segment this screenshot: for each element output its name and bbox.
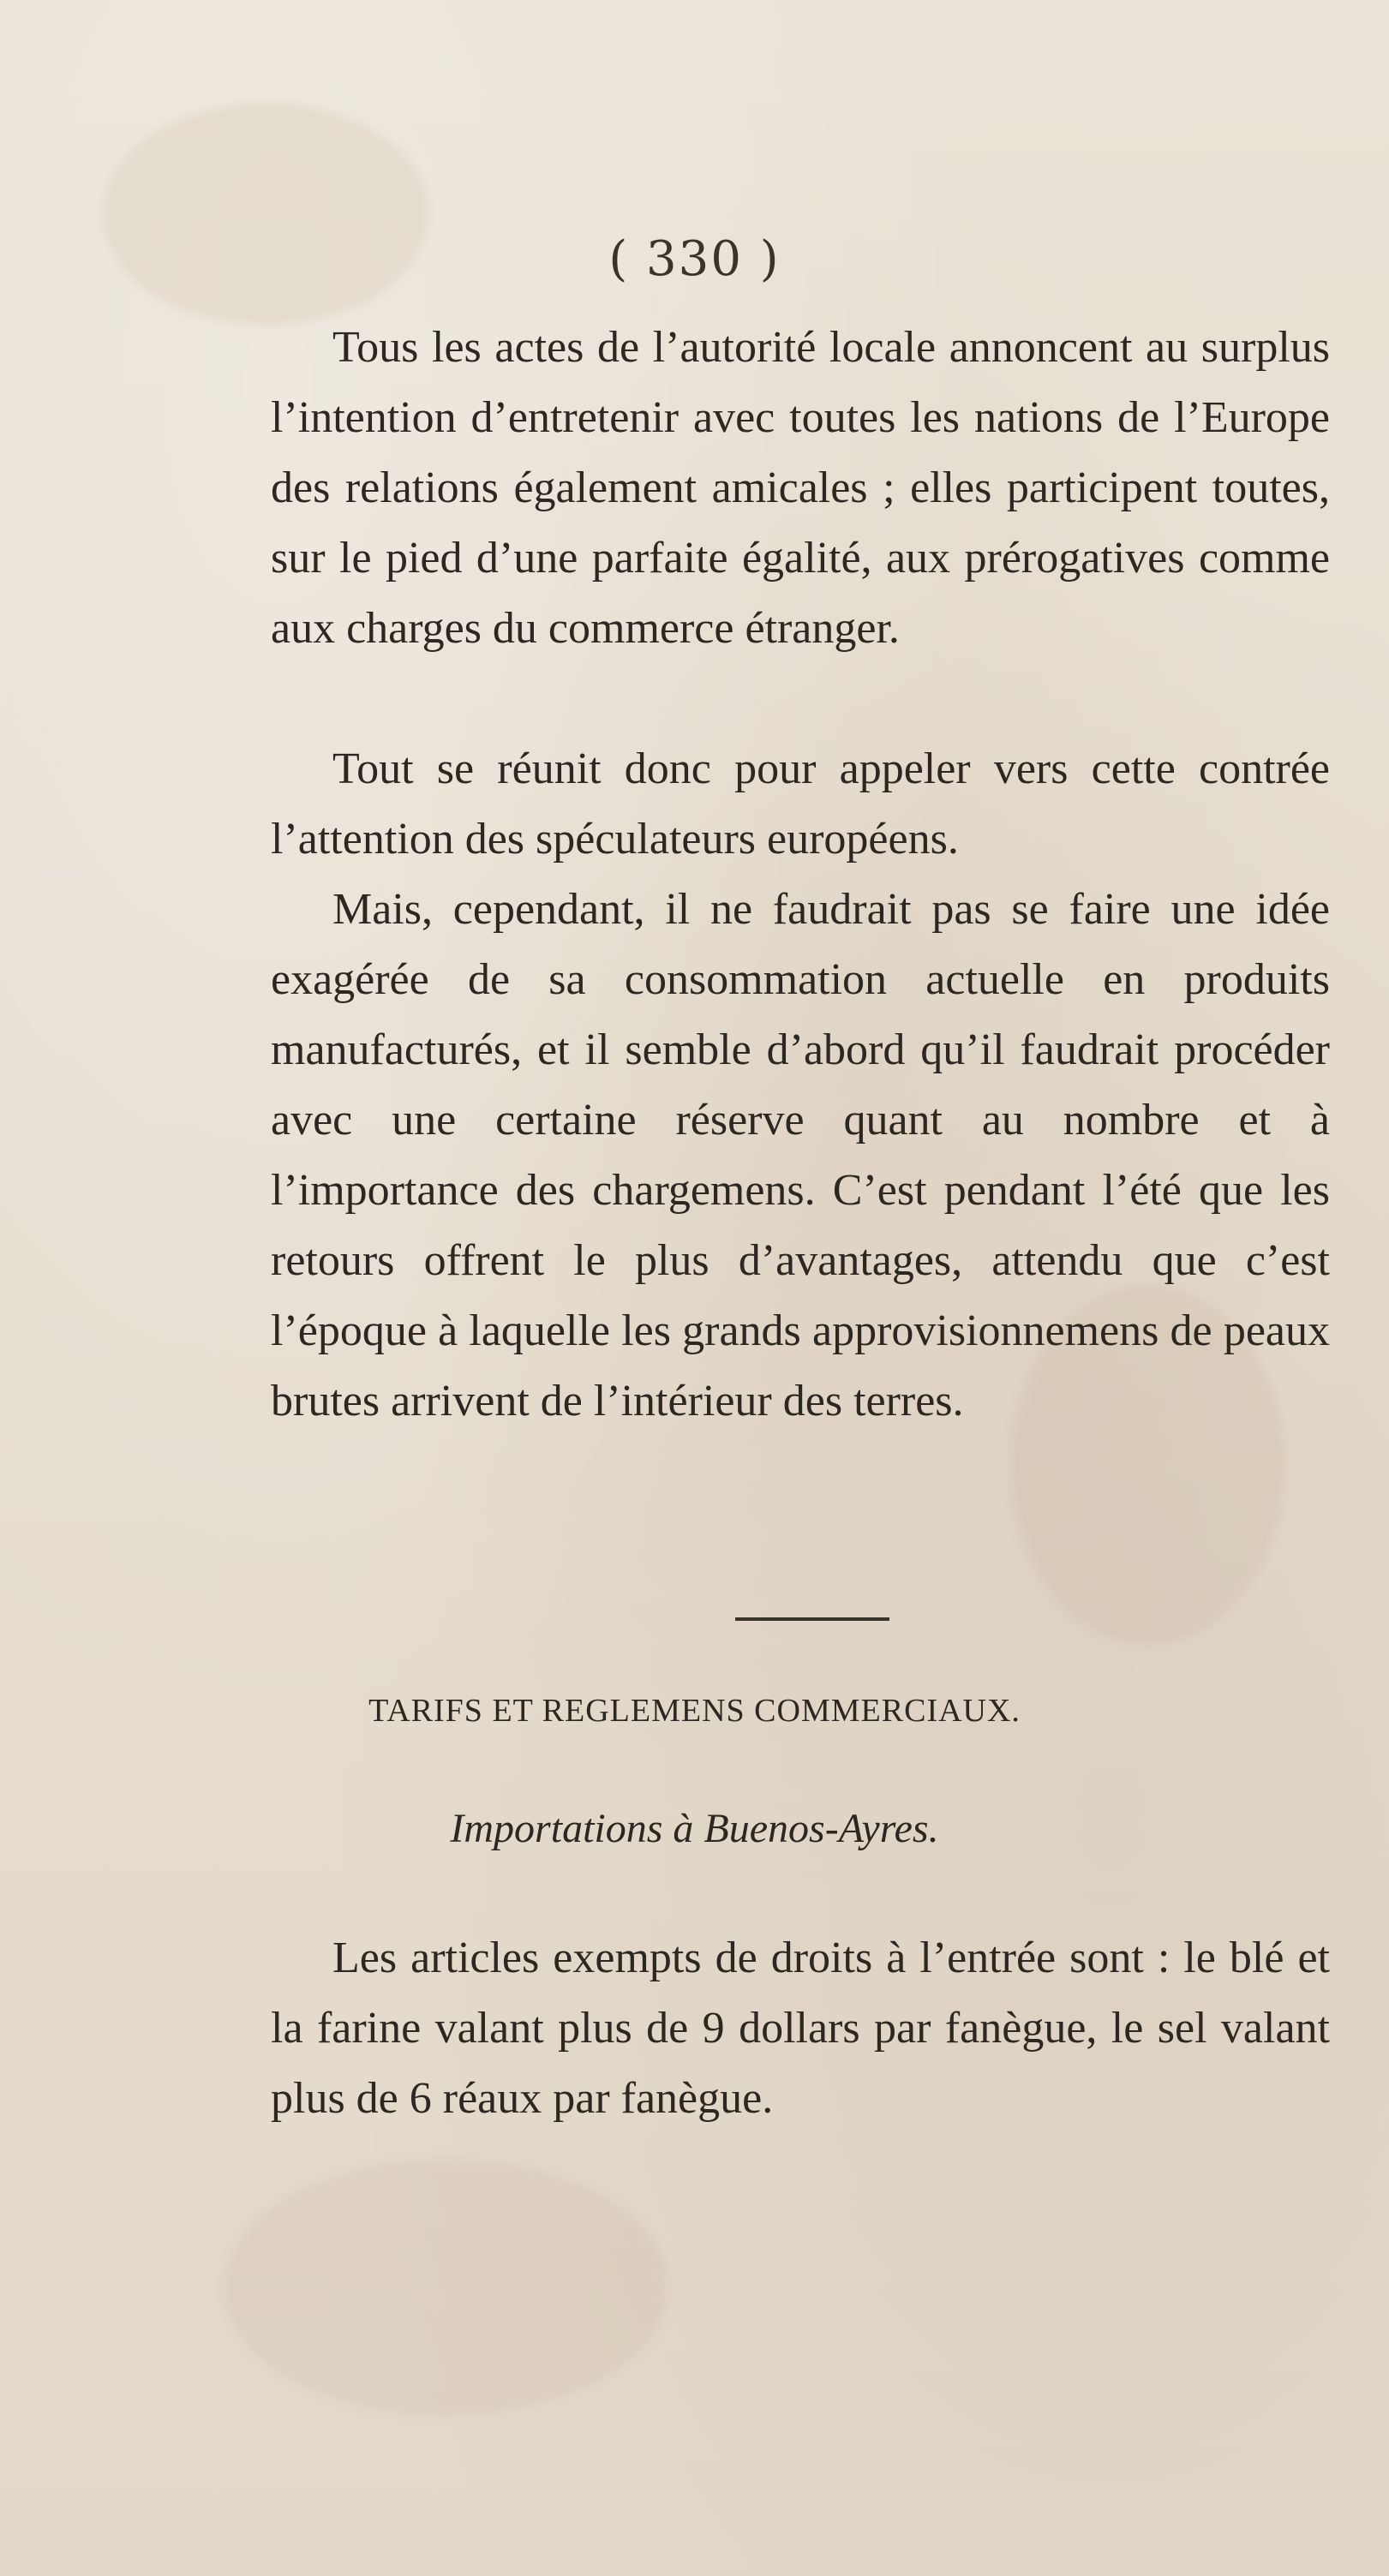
paragraph-consumption: Mais, cependant, il ne faudrait pas se faire une idée exagérée de sa consommation actuelle en produits manufacturés, et il semble d’abord qu’il faudrait procéder avec une certaine réserve quant au nombre et à l’importance des chargemens. C’est pendant l’été que les retours offrent le plus d’avantages, attendu que c’est l’époque à laquelle les grands approvisionnemens de peaux brutes arrivent de l’intérieur des terres. — [271, 885, 1330, 1425]
paragraph-authority: Tous les actes de l’autorité locale annoncent au surplus l’intention d’entretenir avec toutes les nations de l’Europe des relations également amicales ; elles participent toutes, sur le pied d’une parfaite égalité, aux prérogatives comme aux charges du commerce étranger. — [271, 323, 1330, 653]
paragraph-attention: Tout se réunit donc pour appeler vers cette contrée l’attention des spéculateurs européens. — [271, 744, 1330, 864]
section-title: TARIFS ET REGLEMENS COMMERCIAUX. — [368, 1693, 1021, 1729]
paper-stain — [103, 103, 428, 326]
paper-stain — [223, 2159, 668, 2416]
paragraph-exempt-articles: Les articles exempts de droits à l’entrée sont : le blé et la farine valant plus de 9 dollars par fanègue, le sel valant plus de 6 réaux par fanègue. — [271, 1933, 1330, 2123]
section-subtitle: Importations à Buenos-Ayres. — [450, 1806, 939, 1851]
section-divider — [735, 1617, 889, 1621]
page-number: ( 330 ) — [608, 231, 781, 287]
